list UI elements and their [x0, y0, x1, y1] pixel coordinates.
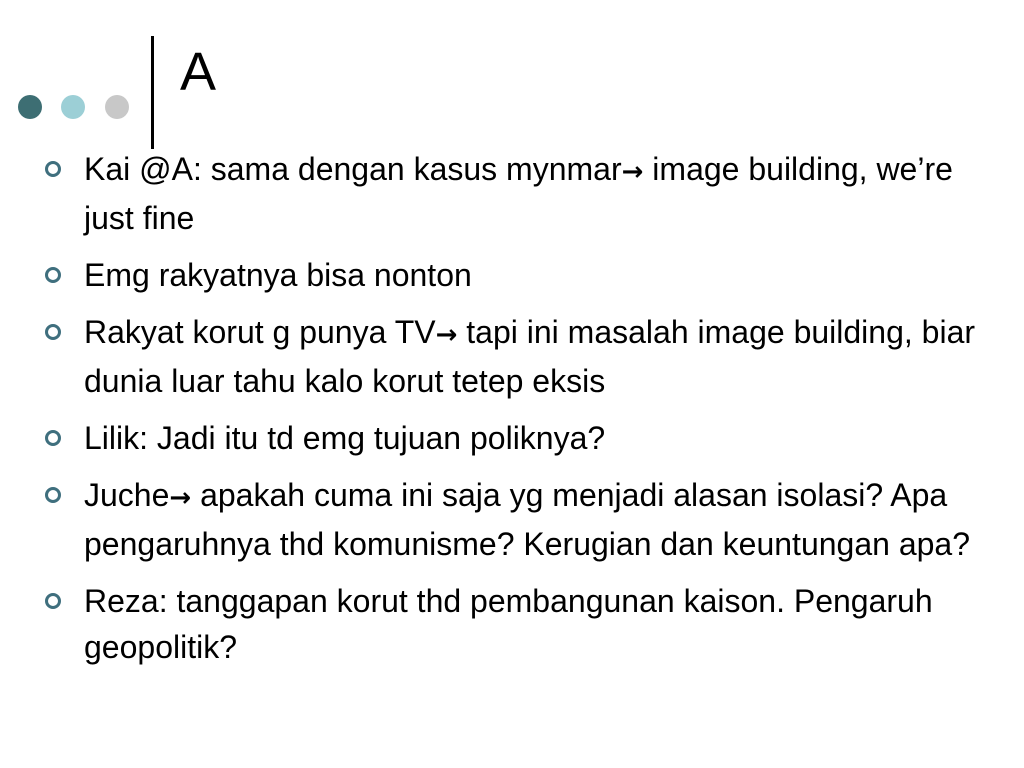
bullet-item-6: [0, 578, 1000, 670]
decorative-dot-gray: [105, 95, 129, 119]
decorative-dot-dark: [18, 95, 42, 119]
bullet-icon: [45, 487, 61, 503]
bullet-text: Rakyat korut g punya TV: [84, 314, 436, 350]
bullet-icon: [45, 267, 61, 283]
bullet-text: tapi ini masalah image building, biar dunia luar tahu kalo korut tetep eksis: [84, 314, 976, 399]
bullet-item-1: [0, 146, 1000, 241]
bullet-icon: [45, 593, 61, 609]
bullet-text: Juche: [84, 477, 170, 513]
bullet-text: image building, we’re just fine: [84, 151, 953, 236]
title-divider-line: [151, 36, 154, 149]
right-arrow-icon: →: [621, 157, 644, 187]
bullet-item-3: [0, 309, 1000, 404]
bullet-icon: [45, 161, 61, 177]
bullet-text: Lilik: Jadi itu td emg tujuan poliknya?: [84, 420, 606, 456]
bullet-list: [0, 146, 1000, 681]
bullet-text: Emg rakyatnya bisa nonton: [84, 257, 472, 293]
slide-title: A: [180, 42, 217, 102]
right-arrow-icon: →: [169, 483, 192, 513]
bullet-icon: [45, 430, 61, 446]
bullet-item-4: [0, 415, 1000, 461]
bullet-text: Kai @A: sama dengan kasus mynmar: [84, 151, 622, 187]
bullet-item-5: [0, 472, 1000, 567]
decorative-dot-teal: [61, 95, 85, 119]
right-arrow-icon: →: [435, 320, 458, 350]
bullet-text: apakah cuma ini saja yg menjadi alasan isolasi? Apa pengaruhnya thd komunisme? Kerugian dan keuntungan apa?: [84, 477, 970, 562]
bullet-icon: [45, 324, 61, 340]
bullet-text: Reza: tanggapan korut thd pembangunan kaison. Pengaruh geopolitik?: [84, 583, 933, 665]
bullet-item-2: [0, 252, 1000, 298]
